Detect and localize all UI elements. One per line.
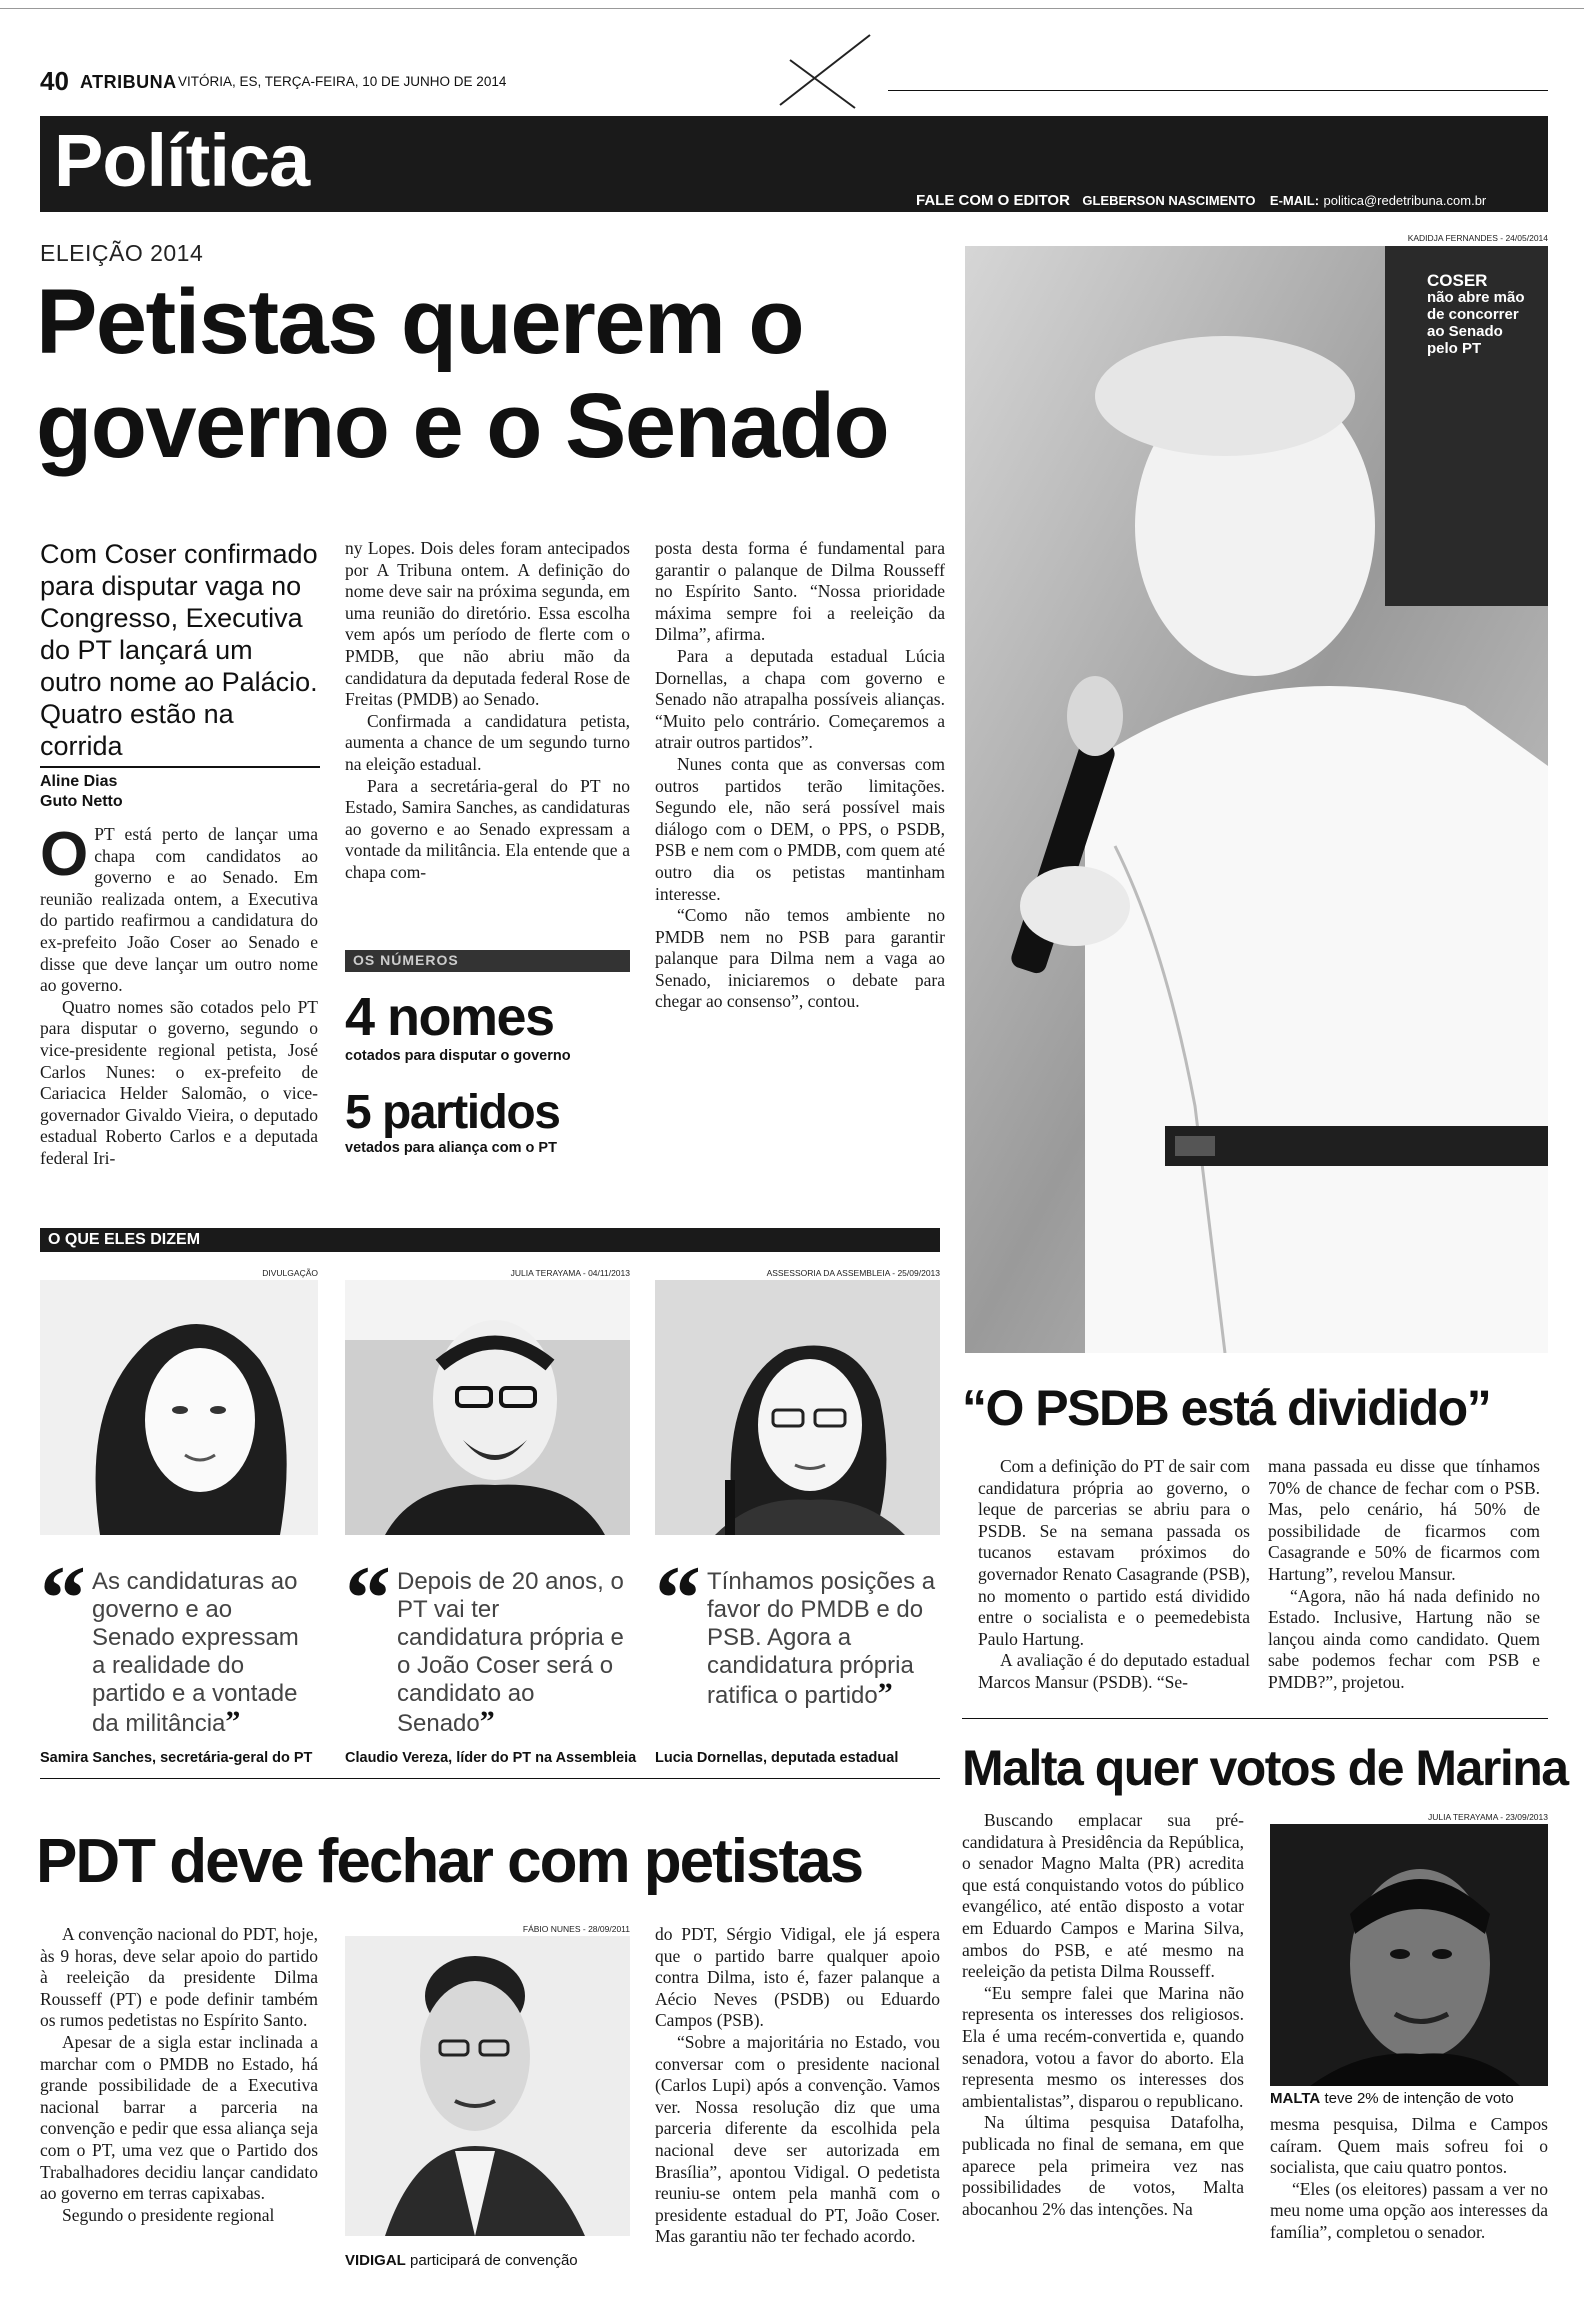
quote-3-author: Lucia Dornellas, deputada estadual: [655, 1750, 899, 1766]
quote-2-author: Claudio Vereza, líder do PT na Assembleia: [345, 1750, 637, 1766]
main-col3-p3: Nunes conta que as conversas com outros partidos terão limitações. Segundo ele, não será possível mais diálogo com o DEM, o PPS, o PSDB, PSB e nem com o PMDB, com quem até outro dia os petistas mantinham interesse.: [655, 753, 945, 904]
crop-mark-icon: [760, 30, 890, 110]
stat-2-desc: vetados para aliança com o PT: [345, 1140, 557, 1156]
quotes-bottom-rule: [40, 1778, 940, 1779]
main-caption-name: COSER: [1427, 271, 1488, 290]
malta-photo: [1270, 1824, 1548, 2086]
quote-3-block: [655, 1547, 940, 1710]
quote-3-credit: ASSESSORIA DA ASSEMBLEIA - 25/09/2013: [766, 1268, 940, 1278]
quote-3-text-body: Tínhamos posições a favor do PMDB e do PSB. Agora a candidatura própria ratifica o partido: [707, 1568, 936, 1709]
psdb-col-1: [978, 1456, 1250, 1694]
pdt-photo-credit: FÁBIO NUNES - 28/09/2011: [522, 1924, 630, 1934]
quote-1-block: [40, 1547, 318, 1738]
byline: [40, 772, 123, 812]
psdb-col1-p2: A avaliação é do deputado estadual Marcos Mansur (PSDB). “Se-: [978, 1650, 1250, 1692]
quote-2-credit: JULIA TERAYAMA - 04/11/2013: [510, 1268, 630, 1278]
editor-contact: [916, 192, 1486, 210]
author-1: Aline Dias: [40, 773, 118, 790]
main-col2-p1: ny Lopes. Dois deles foram antecipados por A Tribuna ontem. A definição do nome deve sair na próxima segunda, em uma reunião do diretório. Essa escolha vem após um período de flerte com o PMDB, que não abriu mão da candidatura da deputada federal Rose de Freitas (PMDB) ao Senado.: [345, 538, 630, 710]
malta-headline: Malta quer votos de Marina: [962, 1740, 1568, 1796]
vereza-portrait-image: [345, 1280, 630, 1535]
kicker: ELEIÇÃO 2014: [40, 240, 204, 266]
psdb-col1-p1: Com a definição do PT de sair com candidatura própria ao governo, o leque de parcerias se abriu para o PSDB. Se na semana passada os tucanos estavam próximos do governador Renato Casagrande (PSB), no momento o partido está dividido entre o socialista e o peemedebista Paulo Hartung.: [978, 1456, 1250, 1649]
top-edge-line: [0, 8, 1584, 9]
quotes-section-bar: [40, 1228, 940, 1252]
drop-cap: O: [40, 820, 89, 889]
section-title: Política: [54, 119, 310, 202]
malta-caption-name: MALTA: [1270, 2090, 1321, 2107]
email-label: E-MAIL:: [1269, 193, 1320, 208]
main-col-2: [345, 538, 630, 884]
main-col3-p4: “Como não temos ambiente no PMDB nem no PSB para garantir palanque para Dilma nem a vaga ao Senado, iniciaremos o debate para chegar ao consenso”, contou.: [655, 905, 945, 1012]
main-col2-p3: Para a secretária-geral do PT no Estado, Samira Sanches, as candidaturas ao governo e ao Senado expressam a vontade da militância. Ela entende que a chapa com-: [345, 775, 630, 882]
main-caption-text: não abre mão de concorrer ao Senado pelo PT: [1427, 289, 1525, 357]
header-top-rule: [888, 90, 1548, 91]
main-photo-credit: KADIDJA FERNANDES - 24/05/2014: [1407, 233, 1548, 243]
email-link[interactable]: politica@redetribuna.com.br: [1323, 193, 1487, 208]
paper-name: ATRIBUNA: [80, 72, 177, 92]
pdt-headline: PDT deve fechar com petistas: [36, 1827, 863, 1896]
close-quote-icon: ”: [877, 1677, 893, 1710]
malta-p3: Na última pesquisa Datafolha, publicada no final de semana, em que aparece pela primeira vez nas possibilidades de votos, Malta abocanhou 2% das intenções. Na: [962, 2112, 1244, 2219]
vidigal-portrait-image: [345, 1936, 630, 2236]
malta-top-rule: [962, 1718, 1548, 1719]
quote-2-block: [345, 1547, 630, 1738]
malta-caption-text: teve 2% de intenção de voto: [1324, 2090, 1514, 2107]
close-quote-icon: ”: [479, 1705, 495, 1738]
main-col2-p2: Confirmada a candidatura petista, aumenta a chance de um segundo turno na eleição estadual.: [345, 710, 630, 774]
quote-3-photo: [655, 1280, 940, 1535]
pdt-photo: [345, 1936, 630, 2236]
malta-p1: Buscando emplacar sua pré-candidatura à Presidência da República, o senador Magno Malta (PR) acredita que está conquistando votos do público evangélico, até então disposto a votar em Eduardo Campos e Marina Silva, ambos do PSB, e até mesmo na reeleição da petista Dilma Rousseff.: [962, 1810, 1244, 1982]
malta-p5: “Eles (os eleitores) passam a ver no meu nome uma opção aos interesses da família”, completou o senador.: [1270, 2178, 1548, 2242]
main-photo: [965, 246, 1548, 1353]
author-2: Guto Netto: [40, 793, 123, 810]
psdb-col2-p2: “Agora, não há nada definido no Estado. Inclusive, Hartung não se lançou ainda como candidato. Quem sabe podemos fechar com PSB e PMDB?”, projetou.: [1268, 1585, 1540, 1692]
open-quote-icon: “: [655, 1547, 701, 1649]
stat-1-value: 4 nomes: [345, 987, 554, 1047]
byline-rule: [40, 766, 320, 768]
main-col-1: [40, 820, 318, 1170]
pdt-col1-p3: Segundo o presidente regional: [62, 2204, 275, 2225]
malta-col-2: [1270, 2114, 1548, 2244]
dateline: VITÓRIA, ES, TERÇA-FEIRA, 10 DE JUNHO DE 2014: [178, 74, 507, 89]
psdb-col-2: [1268, 1456, 1540, 1694]
pdt-caption: [345, 2252, 578, 2269]
quote-1-author: Samira Sanches, secretária-geral do PT: [40, 1750, 313, 1766]
pdt-col-1: [40, 1924, 318, 2226]
malta-caption: [1270, 2090, 1514, 2107]
lucia-portrait-image: [655, 1280, 940, 1535]
quote-1-credit: DIVULGAÇÃO: [262, 1268, 318, 1278]
malta-col-1: [962, 1810, 1244, 2220]
pdt-col1-p1: A convenção nacional do PDT, hoje, às 9 horas, deve selar apoio do partido à reeleição da presidente Dilma Rousseff (PT) e pode definir também os rumos pedetistas no Espírito Santo.: [40, 1924, 318, 2031]
main-col1-p1: PT está perto de lançar uma chapa com candidatos ao governo e ao Senado. Em reunião realizada ontem, a Executiva do partido reafirmou a candidatura do ex-prefeito João Coser ao Senado e disse que deve lançar um outro nome ao governo.: [40, 824, 318, 996]
deck: Com Coser confirmado para disputar vaga no Congresso, Executiva do PT lançará um outro nome ao Palácio. Quatro estão na corrida: [40, 539, 318, 761]
main-col-3: [655, 538, 945, 1013]
quote-1-text: [92, 1568, 318, 1738]
editor-name: GLEBERSON NASCIMENTO: [1082, 193, 1256, 208]
main-headline-line1: Petistas querem o: [36, 271, 804, 373]
quotes-section-label: O QUE ELES DIZEM: [48, 1231, 201, 1248]
pdt-col1-p2: Apesar de a sigla estar inclinada a marchar com o PMDB no Estado, há grande possibilidade de a Executiva nacional barrar a parceria na convenção e pedir que essa aliança seja com o PT, uma vez que o Partido dos Trabalhadores decidiu lançar candidato ao governo em terras capixabas.: [40, 2031, 318, 2204]
malta-photo-credit: JULIA TERAYAMA - 23/09/2013: [1427, 1812, 1548, 1822]
page-number: 40: [40, 66, 69, 96]
malta-p2: “Eu sempre falei que Marina não representa os interesses dos religiosos. Ela é uma recém-convertida e, quando senadora, votou a favor do aborto. Ela representa mesmo os interesses dos ambientalistas”, disparou o republicano.: [962, 1982, 1244, 2111]
psdb-col2-p1: mana passada eu disse que tínhamos 70% de chance de fechar com o PSB. Mas, pelo cenário, há 50% de possibilidade de ficarmos com Casagrande e 50% de ficarmos com Hartung”, revelou Mansur.: [1268, 1456, 1540, 1584]
quote-2-text-body: Depois de 20 anos, o PT vai ter candidatura própria e o João Coser será o candidato ao Senado: [397, 1568, 624, 1737]
coser-speaking-image: [965, 246, 1548, 1353]
quote-2-text: [397, 1568, 630, 1738]
pdt-caption-text: participará de convenção: [410, 2252, 578, 2269]
malta-portrait-image: [1270, 1824, 1548, 2086]
stat-2-value: 5 partidos: [345, 1086, 560, 1139]
numbers-label: OS NÚMEROS: [353, 952, 459, 968]
main-photo-caption: [1427, 272, 1537, 357]
quote-1-photo: [40, 1280, 318, 1535]
main-col3-p1: posta desta forma é fundamental para garantir o palanque de Dilma Rousseff no Espírito Santo. “Nossa prioridade máxima sempre foi a reeleição da Dilma”, afirma.: [655, 538, 945, 645]
quote-3-text: [707, 1568, 940, 1710]
stat-1-desc: cotados para disputar o governo: [345, 1048, 571, 1064]
pdt-col2-p2: “Sobre a majoritária no Estado, vou conversar com o presidente nacional (Carlos Lupi) após a convenção. Vamos ver. Nossa resolução diz que uma parceria diferente da escolhida pela nacional deve ser autorizada em Brasília”, apontou Vidigal. O pedetista reuniu-se ontem pela manhã com o presidente estadual do PT, João Coser. Mas garantiu não ter fechado acordo.: [655, 2031, 940, 2247]
open-quote-icon: “: [345, 1547, 391, 1649]
pdt-col2-p1: do PDT, Sérgio Vidigal, ele já espera que o partido barre qualquer apoio contra Dilma, isto é, fazer palanque a Aécio Neves (PSDB) ou Eduardo Campos (PSB).: [655, 1924, 940, 2031]
pdt-caption-name: VIDIGAL: [345, 2252, 406, 2269]
psdb-headline: “O PSDB está dividido”: [962, 1380, 1491, 1436]
pdt-col-2: [655, 1924, 940, 2248]
quote-1-text-body: As candidaturas ao governo e ao Senado expressam a realidade do partido e a vontade da militância: [92, 1568, 299, 1737]
main-headline: [36, 270, 888, 478]
malta-p4: mesma pesquisa, Dilma e Campos caíram. Quem mais sofreu foi o socialista, que caiu quatro pontos.: [1270, 2114, 1548, 2178]
numbers-label-bar: [345, 950, 630, 972]
main-headline-line2: governo e o Senado: [36, 375, 889, 477]
samira-portrait-image: [40, 1280, 318, 1535]
contact-label: FALE COM O EDITOR: [916, 192, 1070, 209]
section-banner: [40, 116, 1548, 212]
main-col3-p2: Para a deputada estadual Lúcia Dornellas, a chapa com governo e Senado não atrapalha possíveis alianças. “Muito pelo contrário. Começaremos a atrair outros partidos”.: [655, 645, 945, 753]
main-col1-p2: Quatro nomes são cotados pelo PT para disputar o governo, segundo o vice-presidente regional petista, José Carlos Nunes: o ex-prefeito de Cariacica Helder Salomão, o vice-governador Givaldo Vieira, o deputado estadual Roberto Carlos e a deputada federal Iri-: [40, 996, 318, 1168]
open-quote-icon: “: [40, 1547, 86, 1649]
quote-2-photo: [345, 1280, 630, 1535]
close-quote-icon: ”: [225, 1705, 241, 1738]
